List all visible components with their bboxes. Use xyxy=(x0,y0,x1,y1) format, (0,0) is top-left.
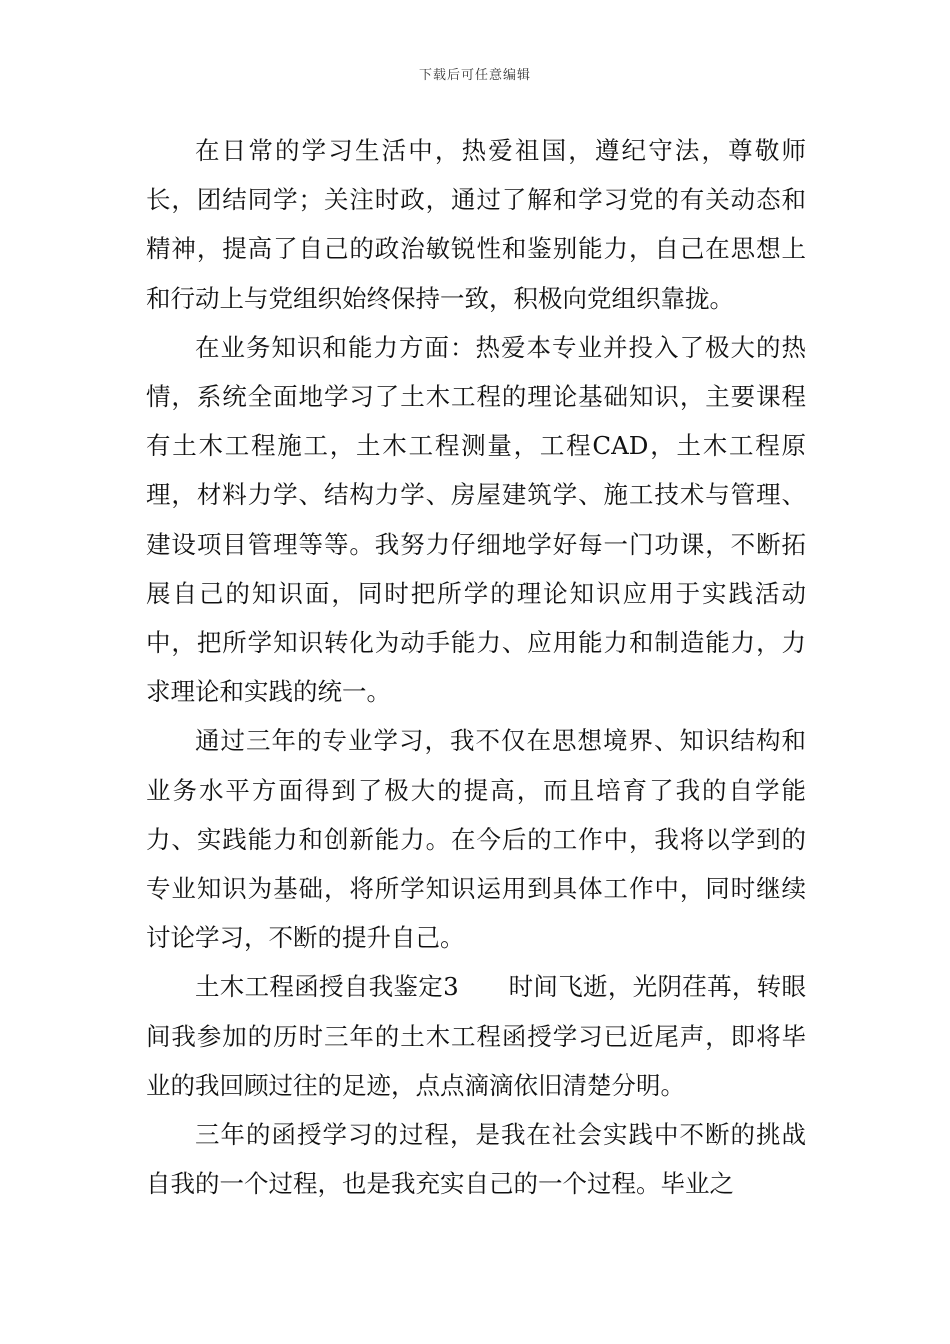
paragraph-correspondence-study: 三年的函授学习的过程，是我在社会实践中不断的挑战自我的一个过程，也是我充实自己的一个过程。毕业之 xyxy=(146,1120,806,1199)
paragraph-political: 在日常的学习生活中，热爱祖国，遵纪守法，尊敬师长，团结同学；关注时政，通过了解和学习党的有关动态和精神，提高了自己的政治敏锐性和鉴别能力，自己在思想上和行动上与党组织始终保持一致，积极向党组织靠拢。 xyxy=(146,136,806,313)
paragraph-professional-knowledge: 在业务知识和能力方面：热爱本专业并投入了极大的热情，系统全面地学习了土木工程的理论基础知识，主要课程有土木工程施工，土木工程测量，工程CAD，土木工程原理，材料力学、结构力学、房屋建筑学、施工技术与管理、建设项目管理等等。我努力仔细地学好每一门功课，不断拓展自己的知识面，同时把所学的理论知识应用于实践活动中，把所学知识转化为动手能力、应用能力和制造能力，力求理论和实践的统一。 xyxy=(146,332,806,707)
document-body xyxy=(146,126,806,1208)
page-header: 下载后可任意编辑 xyxy=(418,68,531,83)
paragraph-self-appraisal-3: 土木工程函授自我鉴定3 时间飞逝，光阴荏苒，转眼间我参加的历时三年的土木工程函授学习已近尾声，即将毕业的我回顾过往的足迹，点点滴滴依旧清楚分明。 xyxy=(146,972,806,1100)
paragraph-study-results: 通过三年的专业学习，我不仅在思想境界、知识结构和业务水平方面得到了极大的提高，而且培育了我的自学能力、实践能力和创新能力。在今后的工作中，我将以学到的专业知识为基础，将所学知识运用到具体工作中，同时继续讨论学习，不断的提升自己。 xyxy=(146,726,806,953)
